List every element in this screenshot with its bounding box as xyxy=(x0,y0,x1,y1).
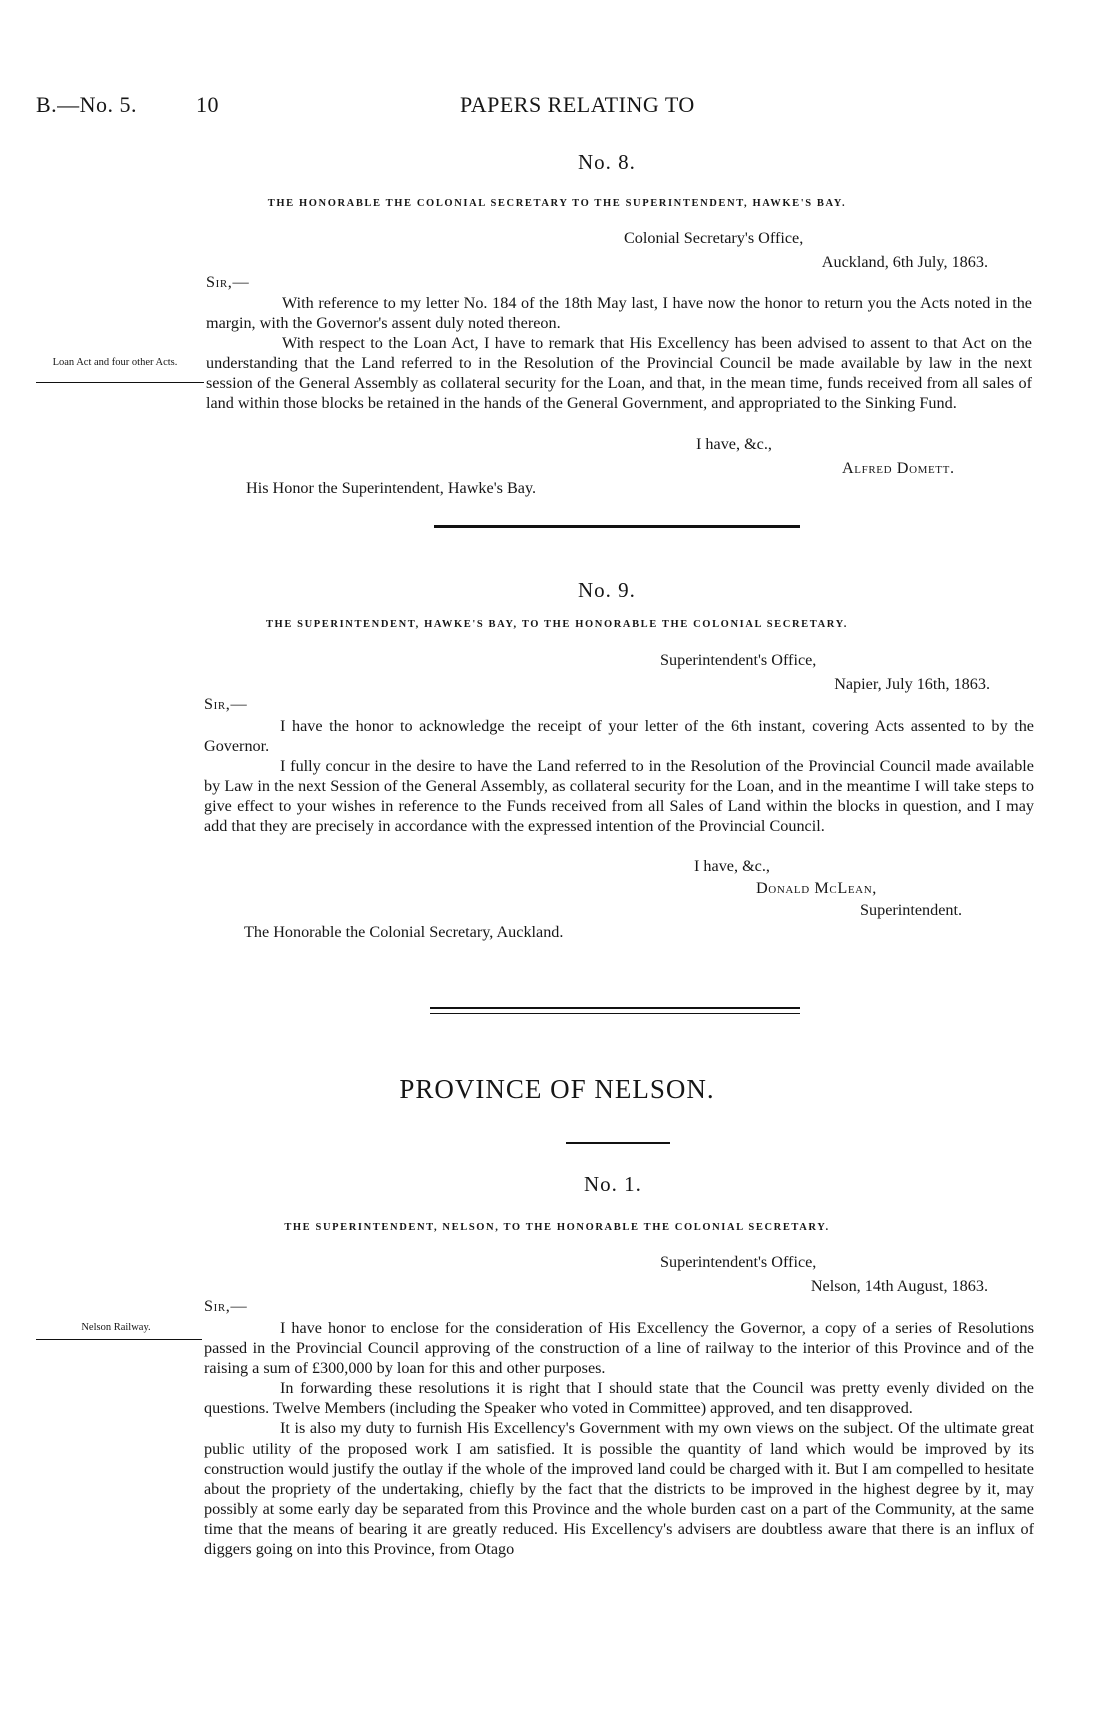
letter-1-paragraph-1: I have honor to enclose for the consideration of His Excellency the Governor, a copy of a series of Resolutions passed in the Provincial Council approving of the construction of a line of railway to the interior of this Province and of the raising a sum of £300,000 by loan for this and other purposes. xyxy=(204,1319,1034,1378)
letter-9-place-date: Napier, July 16th, 1863. xyxy=(834,675,990,693)
double-rule-bottom xyxy=(430,1013,800,1014)
letter-8-margin-note: Loan Act and four other Acts. xyxy=(52,357,178,368)
letter-9-body xyxy=(204,716,1034,837)
letter-9-paragraph-1: I have the honor to acknowledge the receipt of your letter of the 6th instant, covering Acts assented to by the Governor. xyxy=(204,717,1034,756)
document-reference: B.—No. 5. xyxy=(36,92,138,117)
margin-note-rule-2 xyxy=(36,1339,202,1340)
letter-8-number: No. 8. xyxy=(578,150,636,174)
letter-1-paragraph-2: In forwarding these resolutions it is right that I should state that the Council was pretty evenly divided on the questions. Twelve Members (including the Speaker who voted in Committee) approved, and ten disapproved. xyxy=(204,1379,1034,1418)
letter-8-closing: I have, &c., xyxy=(696,435,772,453)
letter-9-closing: I have, &c., xyxy=(694,857,770,875)
letter-8-body xyxy=(206,293,1032,414)
margin-note-rule xyxy=(36,382,204,383)
section-divider xyxy=(434,525,800,528)
running-title: PAPERS RELATING TO xyxy=(460,92,695,117)
letter-9-heading: THE SUPERINTENDENT, HAWKE'S BAY, TO THE HONORABLE THE COLONIAL SECRETARY. xyxy=(265,619,849,630)
letter-9-paragraph-2: I fully concur in the desire to have the Land referred to in the Resolution of the Provincial Council made available by Law in the next Session of the General Assembly, as collateral security for the Loan, and in the meantime I will take steps to give effect to your wishes in reference to the Funds received from all Sales of Land within the blocks in question, and I may add that they are precisely in accordance with the expressed intention of the Provincial Council. xyxy=(204,757,1034,836)
letter-9-office: Superintendent's Office, xyxy=(660,651,817,669)
section-title: PROVINCE OF NELSON. xyxy=(399,1074,715,1104)
letter-8-salutation: Sir,— xyxy=(206,273,250,291)
letter-1-place-date: Nelson, 14th August, 1863. xyxy=(810,1277,988,1295)
letter-1-margin-note: Nelson Railway. xyxy=(81,1322,151,1333)
letter-8-office: Colonial Secretary's Office, xyxy=(624,229,804,247)
page-number: 10 xyxy=(196,92,219,117)
letter-8-addressee: His Honor the Superintendent, Hawke's Bay. xyxy=(246,479,537,497)
letter-9-addressee: The Honorable the Colonial Secretary, Auckland. xyxy=(244,923,564,941)
letter-1-paragraph-3: It is also my duty to furnish His Excellency's Government with my own views on the subject. Of the ultimate great public utility of the proposed work I am satisfied. It is possible the quantity of land which would be improved by its construction would justify the outlay if the whole of the improved land could be charged with it. But I am compelled to hesitate about the propriety of the undertaking, chiefly by the fact that the districts to be improved in the highest degree by it, may possibly at some early day be separated from this Province and the whole burden cast on a part of the Community, at the same time that the means of bearing it are greatly reduced. His Excellency's advisers are doubtless aware that there is an influx of diggers going on into this Province, from Otago xyxy=(204,1419,1034,1559)
letter-9-number: No. 9. xyxy=(578,578,636,602)
letter-8-heading: THE HONORABLE THE COLONIAL SECRETARY TO THE SUPERINTENDENT, HAWKE'S BAY. xyxy=(267,198,847,209)
letter-1-number: No. 1. xyxy=(584,1172,642,1196)
letter-1-office: Superintendent's Office, xyxy=(660,1253,817,1271)
letter-8-paragraph-2: With respect to the Loan Act, I have to remark that His Excellency has been advised to assent to that Act on the understanding that the Land referred to in the Resolution of the Provincial Council be made available by law in the next session of the General Assembly as collateral security for the Loan, and that, in the mean time, funds received from all sales of land within those blocks be retained in the hands of the General Government, and appropriated to the Sinking Fund. xyxy=(206,334,1032,413)
letter-1-heading: THE SUPERINTENDENT, NELSON, TO THE HONORABLE THE COLONIAL SECRETARY. xyxy=(284,1222,830,1233)
section-title-rule xyxy=(566,1142,670,1144)
letter-8-place-date: Auckland, 6th July, 1863. xyxy=(821,253,988,271)
letter-9-salutation: Sir,— xyxy=(204,695,248,713)
letter-9-signature-title: Superintendent. xyxy=(860,901,963,919)
letter-8-paragraph-1: With reference to my letter No. 184 of the 18th May last, I have now the honor to return you the Acts noted in the margin, with the Governor's assent duly noted thereon. xyxy=(206,294,1032,333)
letter-1-body xyxy=(204,1318,1034,1559)
double-rule-top xyxy=(430,1007,800,1009)
letter-8-signature: Alfred Domett. xyxy=(842,459,955,477)
letter-9-signature: Donald McLean, xyxy=(756,879,877,897)
letter-1-salutation: Sir,— xyxy=(204,1297,248,1315)
